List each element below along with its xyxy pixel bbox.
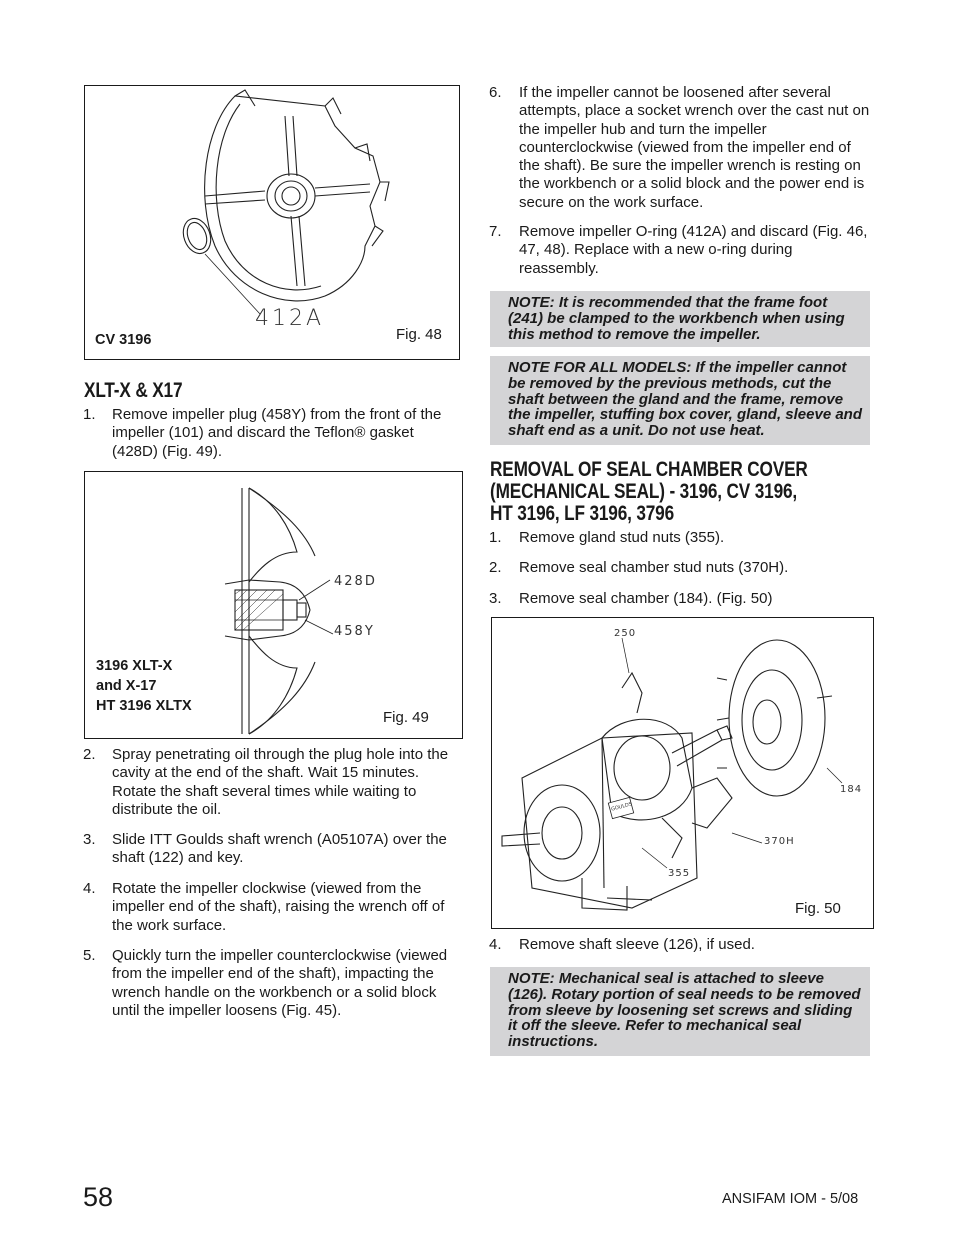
fig50-label-355: 355	[668, 868, 691, 879]
step-number: 3.	[83, 831, 96, 848]
step-text: If the impeller cannot be loosened after several attempts, place a socket wrench over the cast nut on the impeller hub and turn the impeller counterclockwise (viewed from the impeller end of the shaft). Be sure the impeller wrench is resting on the workbench or a solid block and the power end is secure on the work surface.	[519, 84, 870, 211]
step-number: 4.	[489, 936, 502, 953]
step-number: 2.	[489, 559, 502, 576]
step-number: 2.	[83, 746, 96, 763]
figure-49	[84, 471, 463, 739]
fig50-label-184: 184	[840, 784, 863, 795]
step-text: Quickly turn the impeller counterclockwise (viewed from the impeller end of the shaft), impacting the wrench handle on the workbench or a solid block until the impeller loosens (Fig. 45).	[112, 947, 448, 1019]
fig49-model-line-1: 3196 XLT-X	[96, 658, 173, 674]
step-number: 3.	[489, 590, 502, 607]
step-text: Slide ITT Goulds shaft wrench (A05107A) over the shaft (122) and key.	[112, 831, 447, 867]
list-item	[489, 559, 873, 579]
note-frame-foot: NOTE: It is recommended that the frame foot (241) be clamped to the workbench when using this method to remove the impeller.	[490, 291, 870, 347]
section-title-line-1: REMOVAL OF SEAL CHAMBER COVER	[490, 458, 808, 481]
list-item	[83, 831, 463, 871]
list-item	[489, 590, 873, 610]
step-number: 4.	[83, 880, 96, 897]
section-title-line-3: HT 3196, LF 3196, 3796	[490, 502, 675, 525]
fig48-part-label: 412A	[255, 306, 325, 331]
step-number: 1.	[489, 529, 502, 546]
note-mechanical-seal: NOTE: Mechanical seal is attached to sleeve (126). Rotary portion of seal needs to be removed from sleeve by loosening set screws and sliding it off the sleeve. Refer to mechanical seal instructions.	[490, 967, 870, 1056]
page-number: 58	[83, 1182, 114, 1212]
list-item	[489, 936, 873, 956]
list-item	[83, 406, 463, 466]
step-text: Remove impeller O-ring (412A) and discard (Fig. 46, 47, 48). Replace with a new o-ring during reassembly.	[519, 223, 868, 277]
step-number: 6.	[489, 84, 502, 101]
fig49-caption: Fig. 49	[383, 709, 429, 726]
list-item	[83, 880, 463, 938]
fig48-model-label: CV 3196	[95, 332, 152, 348]
figure-48	[84, 85, 460, 360]
fig49-model-line-2: and X-17	[96, 678, 157, 694]
step-text: Remove gland stud nuts (355).	[519, 529, 725, 546]
document-id: ANSIFAM IOM - 5/08	[722, 1191, 859, 1207]
section-title-xlt: XLT-X & X17	[84, 379, 183, 402]
list-item	[83, 947, 463, 1023]
step-text: Rotate the impeller clockwise (viewed from the impeller end of the shaft), raising the wrench off of the work surface.	[112, 880, 445, 934]
fig49-label-428d: 428D	[334, 574, 377, 589]
list-item	[489, 84, 873, 214]
step-number: 7.	[489, 223, 502, 240]
fig49-label-458y: 458Y	[334, 624, 375, 639]
step-text: Remove seal chamber stud nuts (370H).	[519, 559, 789, 576]
list-item	[83, 746, 463, 821]
step-number: 5.	[83, 947, 96, 964]
step-text: Spray penetrating oil through the plug hole into the cavity at the end of the shaft. Wait 15 minutes. Rotate the shaft several times while waiting to distribute the oil.	[112, 746, 449, 818]
step-text: Remove seal chamber (184). (Fig. 50)	[519, 590, 773, 607]
pump-exploded-drawing	[492, 618, 875, 930]
figure-50	[491, 617, 874, 929]
step-number: 1.	[83, 406, 96, 423]
fig48-caption: Fig. 48	[396, 326, 442, 343]
step-text: Remove shaft sleeve (126), if used.	[519, 936, 755, 953]
fig49-model-line-3: HT 3196 XLTX	[96, 698, 192, 714]
section-title-line-2: (MECHANICAL SEAL) - 3196, CV 3196,	[490, 480, 798, 503]
fig50-label-370h: 370H	[764, 836, 795, 847]
fig50-caption: Fig. 50	[795, 900, 841, 917]
fig50-nameplate-text: GOULDS	[610, 801, 633, 813]
fig50-label-250: 250	[614, 628, 637, 639]
list-item	[489, 529, 873, 549]
list-item	[489, 223, 873, 281]
step-text: Remove impeller plug (458Y) from the front of the impeller (101) and discard the Teflon® gasket (428D) (Fig. 49).	[112, 406, 442, 460]
note-all-models: NOTE FOR ALL MODELS: If the impeller cannot be removed by the previous methods, cut the shaft between the gland and the frame, remove the impeller, stuffing box cover, gland, sleeve and shaft end as a unit. Do not use heat.	[490, 356, 870, 445]
